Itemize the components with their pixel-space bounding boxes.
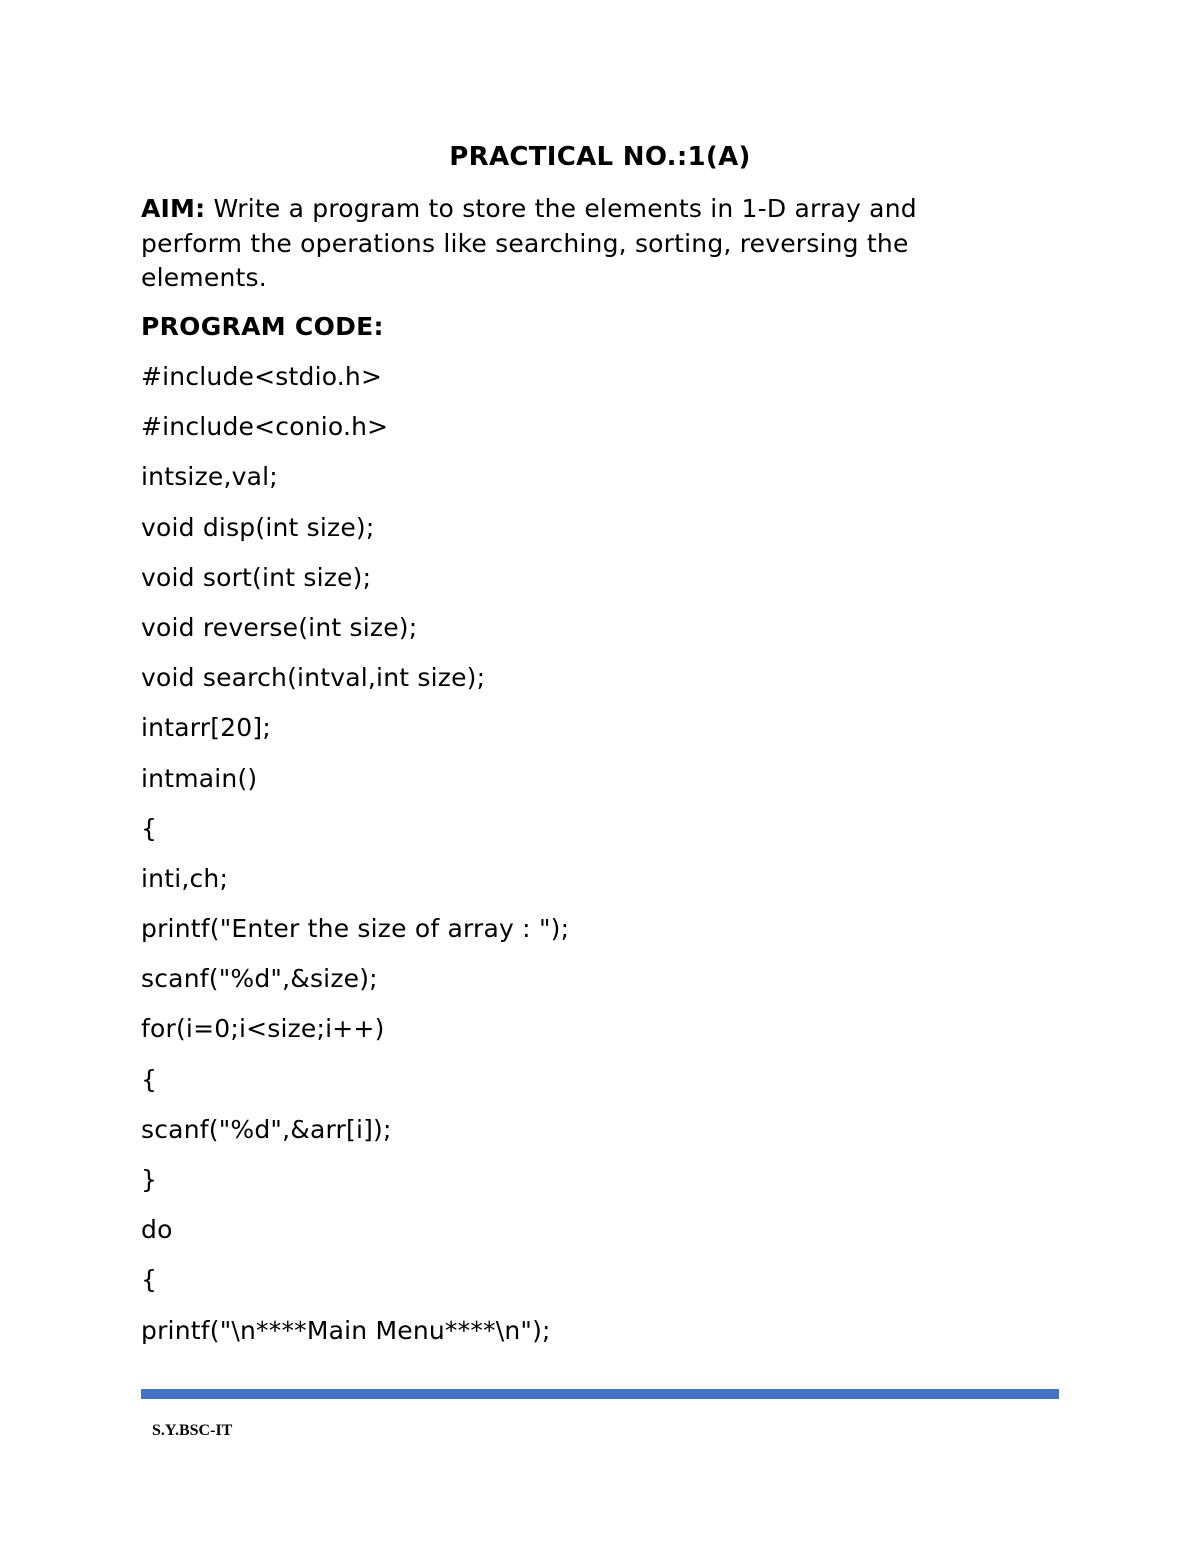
code-line: }: [141, 1165, 158, 1194]
code-line: intmain(): [141, 763, 258, 793]
code-line: intsize,val;: [141, 462, 278, 492]
program-code-heading: PROGRAM CODE:: [141, 312, 384, 341]
aim-text: Write a program to store the elements in 1-D array and perform the operations like searching, sorting, reversing the elements.: [141, 194, 917, 292]
code-block: [141, 360, 569, 1364]
page-title: PRACTICAL NO.:1(A): [449, 142, 751, 172]
code-line: #include<stdio.h>: [141, 362, 383, 391]
footer-text: S.Y.BSC-IT: [152, 1422, 233, 1439]
code-line: {: [141, 813, 158, 843]
code-line: printf("Enter the size of array : ");: [141, 914, 570, 944]
code-line: scanf("%d",&size);: [141, 964, 378, 994]
footer-rule: [141, 1389, 1059, 1399]
code-line: scanf("%d",&arr[i]);: [141, 1114, 392, 1144]
aim-label: AIM:: [141, 194, 206, 223]
code-line: {: [141, 1265, 158, 1295]
code-line: void disp(int size);: [141, 512, 375, 542]
aim-paragraph: [141, 192, 1021, 296]
code-line: #include<conio.h>: [141, 412, 389, 442]
code-line: void sort(int size);: [141, 562, 372, 592]
code-line: intarr[20];: [141, 713, 271, 743]
code-line: inti,ch;: [141, 863, 229, 893]
code-line: void reverse(int size);: [141, 612, 418, 642]
code-line: for(i=0;i<size;i++): [141, 1014, 385, 1044]
code-line: void search(intval,int size);: [141, 663, 486, 693]
code-line: printf("\n****Main Menu****\n");: [141, 1315, 551, 1345]
code-line: {: [141, 1064, 158, 1094]
code-line: do: [141, 1215, 173, 1245]
